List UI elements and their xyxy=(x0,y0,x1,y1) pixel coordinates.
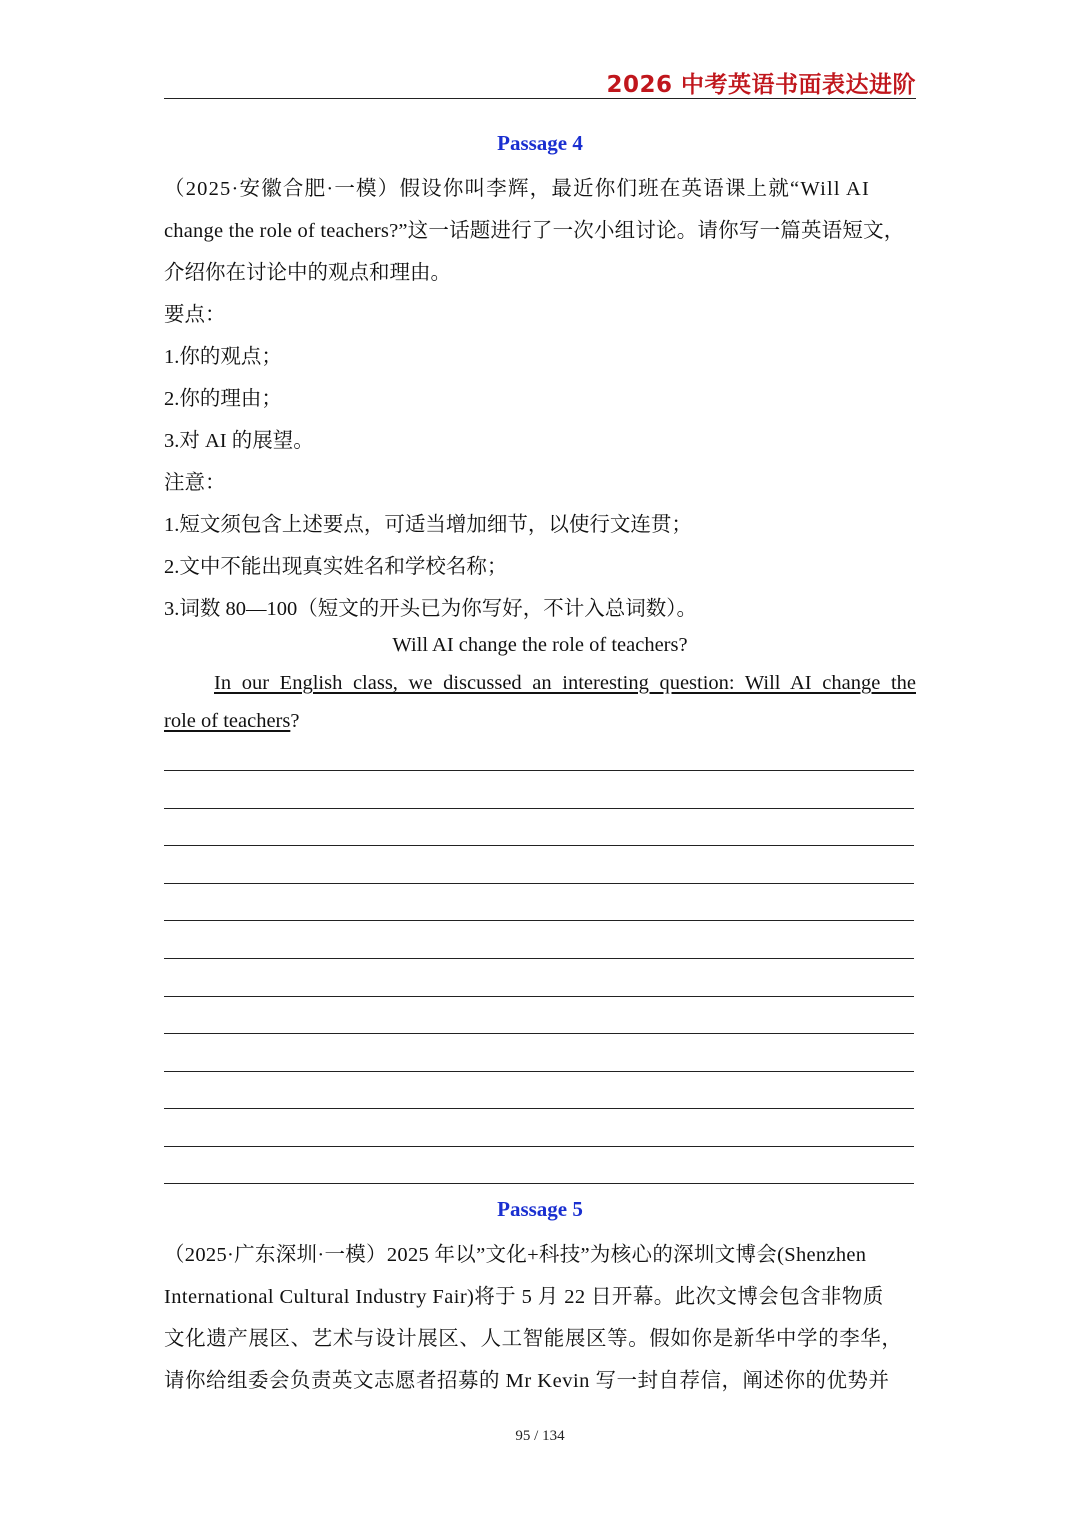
point-item: 2.你的理由； xyxy=(164,388,282,410)
writing-line[interactable] xyxy=(164,958,914,959)
passage-5-title: Passage 5 xyxy=(497,1197,583,1221)
writing-line[interactable] xyxy=(164,920,914,921)
passage-4-prompt-line-1: （2025·安徽合肥·一模）假设你叫李辉，最近你们班在英语课上就“Will AI xyxy=(164,178,870,200)
page-number: 95 / 134 xyxy=(515,1428,565,1444)
passage-4-prompt-line-2: change the role of teachers?”这一话题进行了一次小组讨论。请你写一篇英语短文， xyxy=(164,220,905,242)
passage-5-prompt-line-4: 请你给组委会负责英文志愿者招募的 Mr Kevin 写一封自荐信，阐述你的优势并 xyxy=(164,1370,890,1392)
writing-line[interactable] xyxy=(164,1108,914,1109)
document-header-title: 2026 中考英语书面表达进阶 xyxy=(606,72,916,98)
notes-label: 注意： xyxy=(164,472,226,494)
header-divider xyxy=(164,98,916,99)
note-item: 2.文中不能出现真实姓名和学校名称； xyxy=(164,556,508,578)
passage-4-prompt-line-3: 介绍你在讨论中的观点和理由。 xyxy=(164,262,451,284)
note-item: 3.词数 80—100（短文的开头已为你写好，不计入总词数）。 xyxy=(164,598,697,620)
writing-line[interactable] xyxy=(164,1146,914,1147)
writing-line[interactable] xyxy=(164,770,914,771)
essay-opening-line-2 xyxy=(164,710,299,733)
essay-title: Will AI change the role of teachers? xyxy=(392,634,688,656)
essay-opening-end: ? xyxy=(290,710,300,732)
note-item: 1.短文须包含上述要点，可适当增加细节，以使行文连贯； xyxy=(164,514,692,536)
writing-line[interactable] xyxy=(164,996,914,997)
writing-line[interactable] xyxy=(164,1183,914,1184)
writing-line[interactable] xyxy=(164,883,914,884)
passage-5-prompt-line-1: （2025·广东深圳·一模）2025 年以”文化+科技”为核心的深圳文博会(Shenzhen xyxy=(164,1244,867,1266)
writing-line[interactable] xyxy=(164,845,914,846)
essay-opening-text-1: In our English class, we discussed an interesting question: Will AI change the xyxy=(214,672,916,694)
passage-5-prompt-line-3: 文化遗产展区、艺术与设计展区、人工智能展区等。假如你是新华中学的李华， xyxy=(164,1328,903,1350)
writing-line[interactable] xyxy=(164,808,914,809)
points-label: 要点： xyxy=(164,304,226,326)
point-item: 3.对 AI 的展望。 xyxy=(164,430,314,452)
passage-5-prompt-line-2: International Cultural Industry Fair)将于 5 月 22 日开幕。此次文博会包含非物质 xyxy=(164,1286,884,1308)
essay-opening-text-2: role of teachers xyxy=(164,710,291,732)
passage-4-title: Passage 4 xyxy=(497,131,583,155)
writing-line[interactable] xyxy=(164,1071,914,1072)
writing-line[interactable] xyxy=(164,1033,914,1034)
essay-opening-line-1 xyxy=(214,672,916,695)
point-item: 1.你的观点； xyxy=(164,346,282,368)
